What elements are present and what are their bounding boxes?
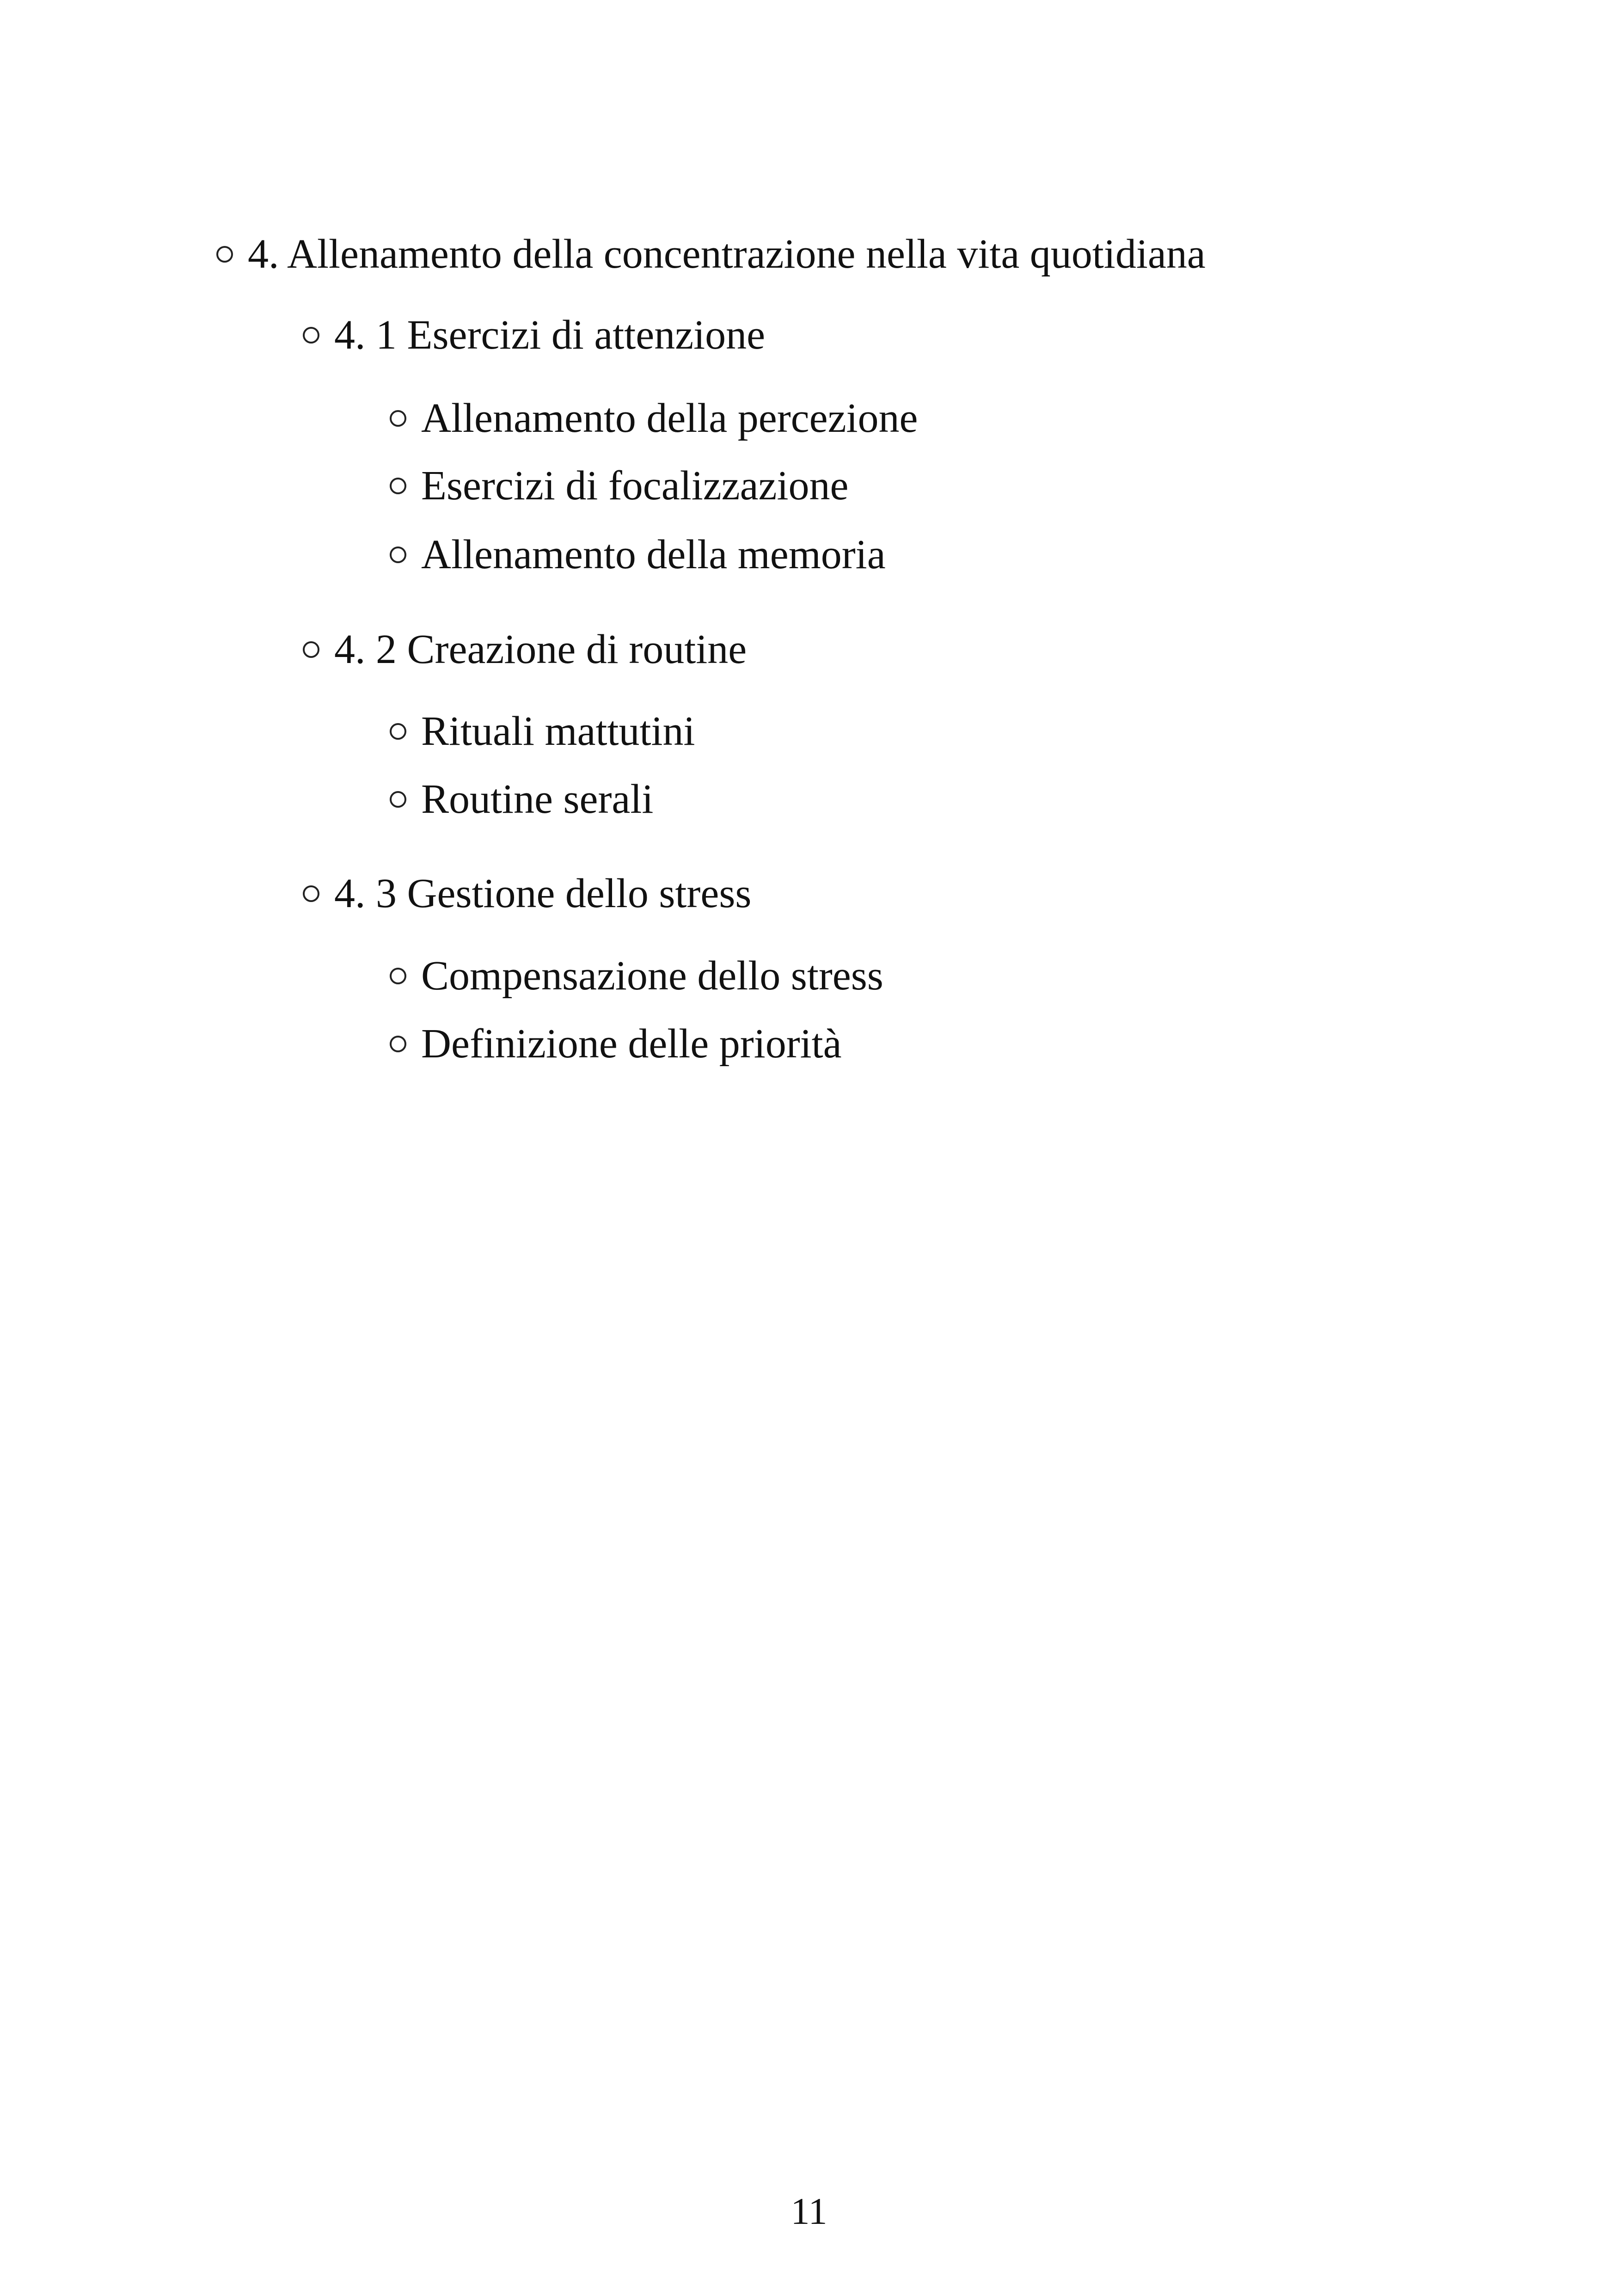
section-heading <box>303 314 765 356</box>
hollow-circle-bullet-icon <box>216 246 233 263</box>
hollow-circle-bullet-icon <box>390 546 406 563</box>
hollow-circle-bullet-icon <box>390 1036 406 1052</box>
list-item-text: Esercizi di focalizzazione <box>421 463 849 509</box>
list-item <box>390 776 654 822</box>
page-number: 11 <box>791 2190 827 2232</box>
hollow-circle-bullet-icon <box>390 410 406 427</box>
hollow-circle-bullet-icon <box>390 968 406 984</box>
list-item-text: Definizione delle priorità <box>421 1021 842 1067</box>
hollow-circle-bullet-icon <box>303 327 319 344</box>
hollow-circle-bullet-icon <box>303 641 319 658</box>
list-item <box>390 534 886 576</box>
list-item-text: Rituali mattutini <box>421 708 695 754</box>
list-item <box>390 395 918 441</box>
section-heading-text: 4. 3 Gestione dello stress <box>334 871 752 916</box>
hollow-circle-bullet-icon <box>390 478 406 494</box>
list-item-text: Allenamento della memoria <box>421 532 886 577</box>
list-item-text: Routine serali <box>421 776 654 822</box>
list-item-text: Allenamento della percezione <box>421 395 918 441</box>
hollow-circle-bullet-icon <box>390 723 406 740</box>
list-item <box>390 1023 842 1065</box>
list-item <box>390 465 848 507</box>
section-heading <box>303 626 747 672</box>
list-item <box>390 708 695 754</box>
hollow-circle-bullet-icon <box>303 885 319 902</box>
section-heading-text: 4. 2 Creazione di routine <box>334 626 747 672</box>
list-item <box>390 955 883 997</box>
hollow-circle-bullet-icon <box>390 791 406 808</box>
section-heading-text: 4. 1 Esercizi di attenzione <box>334 312 766 358</box>
chapter-heading <box>216 233 1206 275</box>
section-heading <box>303 873 751 915</box>
chapter-heading-text: 4. Allenamento della concentrazione nella vita quotidiana <box>248 231 1206 277</box>
list-item-text: Compensazione dello stress <box>421 953 883 999</box>
